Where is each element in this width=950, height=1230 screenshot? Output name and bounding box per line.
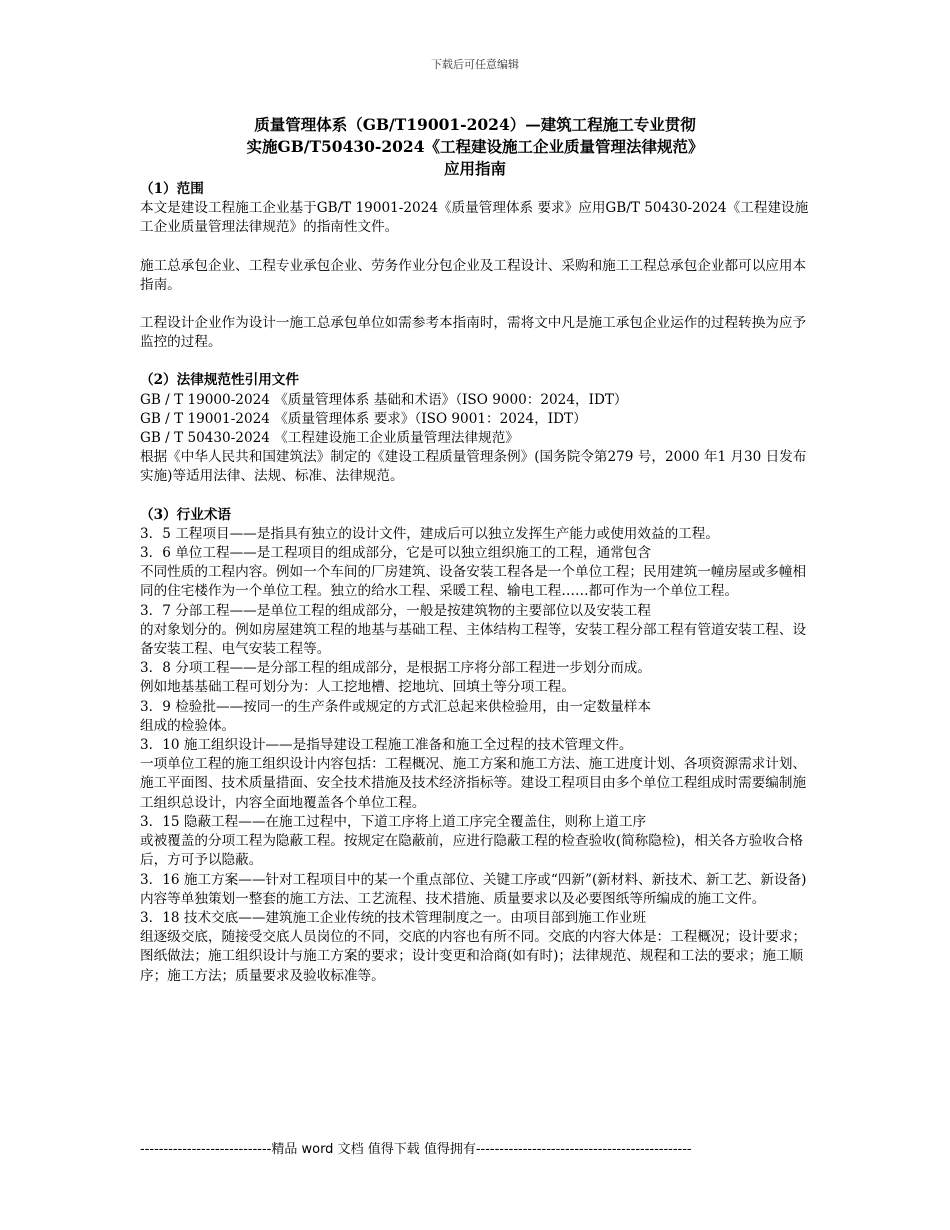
term-3-10-rest: 一项单位工程的施工组织设计内容包括：工程概况、施工方案和施工方法、施工进度计划、各项资源需求计划、施工平面图、技术质量措面、安全技术措施及技术经济指标等。建设工程项目由多个单位工程组成时需要编制施工组织总设计，内容全面地覆盖各个单位工程。 <box>140 756 807 811</box>
term-3-5: 3．5 工程项目——是指具有独立的设计文件，建成后可以独立发挥生产能力或使用效益的工程。 <box>140 525 719 542</box>
scope-paragraph-2: 施工总承包企业、工程专业承包企业、劳务作业分包企业及工程设计、采购和施工工程总承包企业都可以应用本指南。 <box>140 257 807 293</box>
term-3-8-rest: 例如地基基础工程可划分为：人工挖地槽、挖地坑、回填土等分项工程。 <box>140 679 575 696</box>
section-heading-terms: （3）行业术语 <box>140 506 232 523</box>
reference-item: GB / T 50430-2024 《工程建设施工企业质量管理法律规范》 <box>140 430 519 447</box>
section-heading-references: （2）法律规范性引用文件 <box>140 372 299 389</box>
document-title <box>140 114 810 180</box>
scope-paragraph-1: 本文是建设工程施工企业基于GB/T 19001-2024《质量管理体系 要求》应用GB/T 50430-2024《工程建设施工企业质量管理法律规范》的指南性文件。 <box>140 200 809 236</box>
term-3-15-line1: 3．15 隐蔽工程——在施工过程中，下道工序将上道工序完全覆盖住，则称上道工序 <box>140 813 647 830</box>
title-line-2: 实施GB/T50430-2024《工程建设施工企业质量管理法律规范》 <box>246 137 704 156</box>
term-3-16: 3．16 施工方案——针对工程项目中的某一个重点部位、关键工序或“四新”(新材料、新技术、新工艺、新设备)内容等单独策划一整套的施工方法、工艺流程、技术措施、质量要求以及必要图纸等所编成的施工文件。 <box>140 871 807 907</box>
reference-paragraph: 根据《中华人民共和国建筑法》制定的《建设工程质量管理条例》(国务院令第279 号，2000 年1 月30 日发布实施)等适用法律、法规、标准、法律规范。 <box>140 449 807 485</box>
term-3-6-rest: 不同性质的工程内容。例如一个车间的厂房建筑、设备安装工程各是一个单位工程；民用建筑一幢房屋或多幢相同的住宅楼作为一个单位工程。独立的给水工程、采暖工程、输电工程……都可作为一个单位工程。 <box>140 564 807 600</box>
term-3-9-line1: 3．9 检验批——按同一的生产条件或规定的方式汇总起来供检验用，由一定数量样本 <box>140 698 651 715</box>
term-3-10-line1: 3．10 施工组织设计——是指导建设工程施工准备和施工全过程的技术管理文件。 <box>140 737 633 754</box>
page-footer: ----------------------------精品 word 文档 值得下载 值得拥有---------------------------------------------- <box>140 1142 692 1157</box>
reference-item: GB / T 19000-2024 《质量管理体系 基础和术语》（ISO 9000：2024，IDT） <box>140 391 628 408</box>
page-header: 下载后可任意编辑 <box>431 58 519 71</box>
term-3-6-line1: 3．6 单位工程——是工程项目的组成部分，它是可以独立组织施工的工程，通常包含 <box>140 545 651 562</box>
document-body <box>140 180 815 986</box>
term-3-18-line1: 3．18 技术交底——建筑施工企业传统的技术管理制度之一。由项目部到施工作业班 <box>140 909 647 926</box>
scope-paragraph-3: 工程设计企业作为设计一施工总承包单位如需参考本指南时，需将文中凡是施工承包企业运作的过程转换为应予监控的过程。 <box>140 315 807 351</box>
title-line-1: 质量管理体系（GB/T19001-2024）—建筑工程施工专业贯彻 <box>254 115 696 134</box>
reference-item: GB / T 19001-2024 《质量管理体系 要求》（ISO 9001：2024，IDT） <box>140 410 587 427</box>
term-3-7-line1: 3．7 分部工程——是单位工程的组成部分，一般是按建筑物的主要部位以及安装工程 <box>140 602 651 619</box>
term-3-15-rest: 或被覆盖的分项工程为隐蔽工程。按规定在隐蔽前，应进行隐蔽工程的检查验收(简称隐检)，相关各方验收合格后，方可予以隐蔽。 <box>140 833 804 869</box>
term-3-8-line1: 3．8 分项工程——是分部工程的组成部分，是根据工序将分部工程进一步划分而成。 <box>140 660 651 677</box>
title-line-3: 应用指南 <box>443 159 506 178</box>
section-heading-scope: （1）范围 <box>140 181 204 197</box>
term-3-7-rest: 的对象划分的。例如房屋建筑工程的地基与基础工程、主体结构工程等，安装工程分部工程有管道安装工程、设备安装工程、电气安装工程等。 <box>140 621 807 658</box>
term-3-9-rest: 组成的检验体。 <box>140 717 236 734</box>
term-3-18-rest: 组逐级交底，随接受交底人员岗位的不同，交底的内容也有所不同。交底的内容大体是：工程概况；设计要求；图纸做法；施工组织设计与施工方案的要求；设计变更和洽商(如有时)；法律规范、规程和工法的要求；施工顺序；施工方法；质量要求及验收标准等。 <box>140 929 807 984</box>
